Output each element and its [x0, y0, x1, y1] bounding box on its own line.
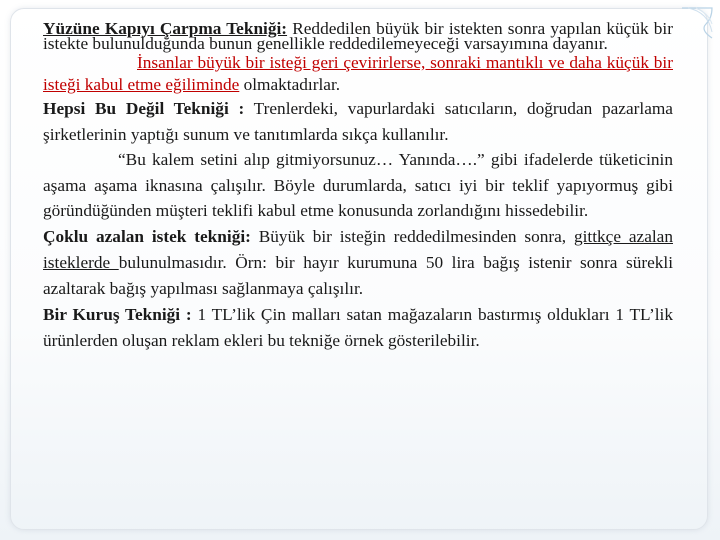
slide-body	[43, 19, 674, 354]
paragraph-not-all	[43, 96, 673, 147]
term-definition: Büyük bir isteğin reddedilmesinden sonra,	[250, 226, 574, 246]
paragraph-example-quote	[43, 147, 673, 224]
paragraph-decreasing-requests	[43, 224, 673, 302]
term-definition: Reddedilen büyük bir istekten sonra yapılan küçük bir istekte bulunulduğunda bunun genellikle reddedilemeyeceği varsayımına dayanır.	[43, 19, 673, 53]
paragraph-one-penny	[43, 302, 673, 354]
paragraph-red-note	[43, 52, 673, 96]
example-text: “Bu kalem setini alıp gitmiyorsunuz… Yanında….” gibi ifadelerde tüketicinin aşama aşama iknasına çalışılır. Böyle durumlarda, satıcı iyi bir teklif yapıyormuş gibi göründüğünden müşteri teklifi kabul etme konusunda zorlandığını hissedebilir.	[43, 150, 673, 221]
term-definition: Trenlerdeki, vapurlardaki satıcıların, doğrudan pazarlama şirketlerinin yaptığı sunum ve tanıtımlarda sıkça kullanılır.	[43, 99, 673, 144]
note-tail: olmaktadırlar.	[239, 75, 341, 94]
underlined-phrase: gittkçe azalan isteklerde	[43, 226, 673, 272]
term-title: Yüzüne Kapıyı Çarpma Tekniği:	[43, 19, 288, 38]
term-title: Çoklu azalan istek tekniği:	[43, 226, 251, 246]
highlighted-text: İnsanlar büyük bir isteği geri çevirirlerse, sonraki mantıklı ve daha küçük bir isteği kabul etme eğiliminde	[43, 53, 673, 94]
term-title: Hepsi Bu Değil Tekniği :	[43, 99, 245, 118]
paragraph-door-in-face	[43, 19, 673, 53]
term-definition-cont: bulunulmasıdır. Örn: bir hayır kurumuna 50 lira bağış istenir sonra sürekli azaltarak bağış yapılması sağlanmaya çalışılır.	[43, 252, 674, 298]
term-definition: 1 TL’lik Çin malları satan mağazaların bastırmış oldukları 1 TL’lik ürünlerden oluşan reklam ekleri bu tekniğe örnek gösterilebilir.	[43, 304, 673, 350]
corner-curl-icon	[678, 4, 716, 42]
term-title: Bir Kuruş Tekniği :	[43, 304, 192, 324]
